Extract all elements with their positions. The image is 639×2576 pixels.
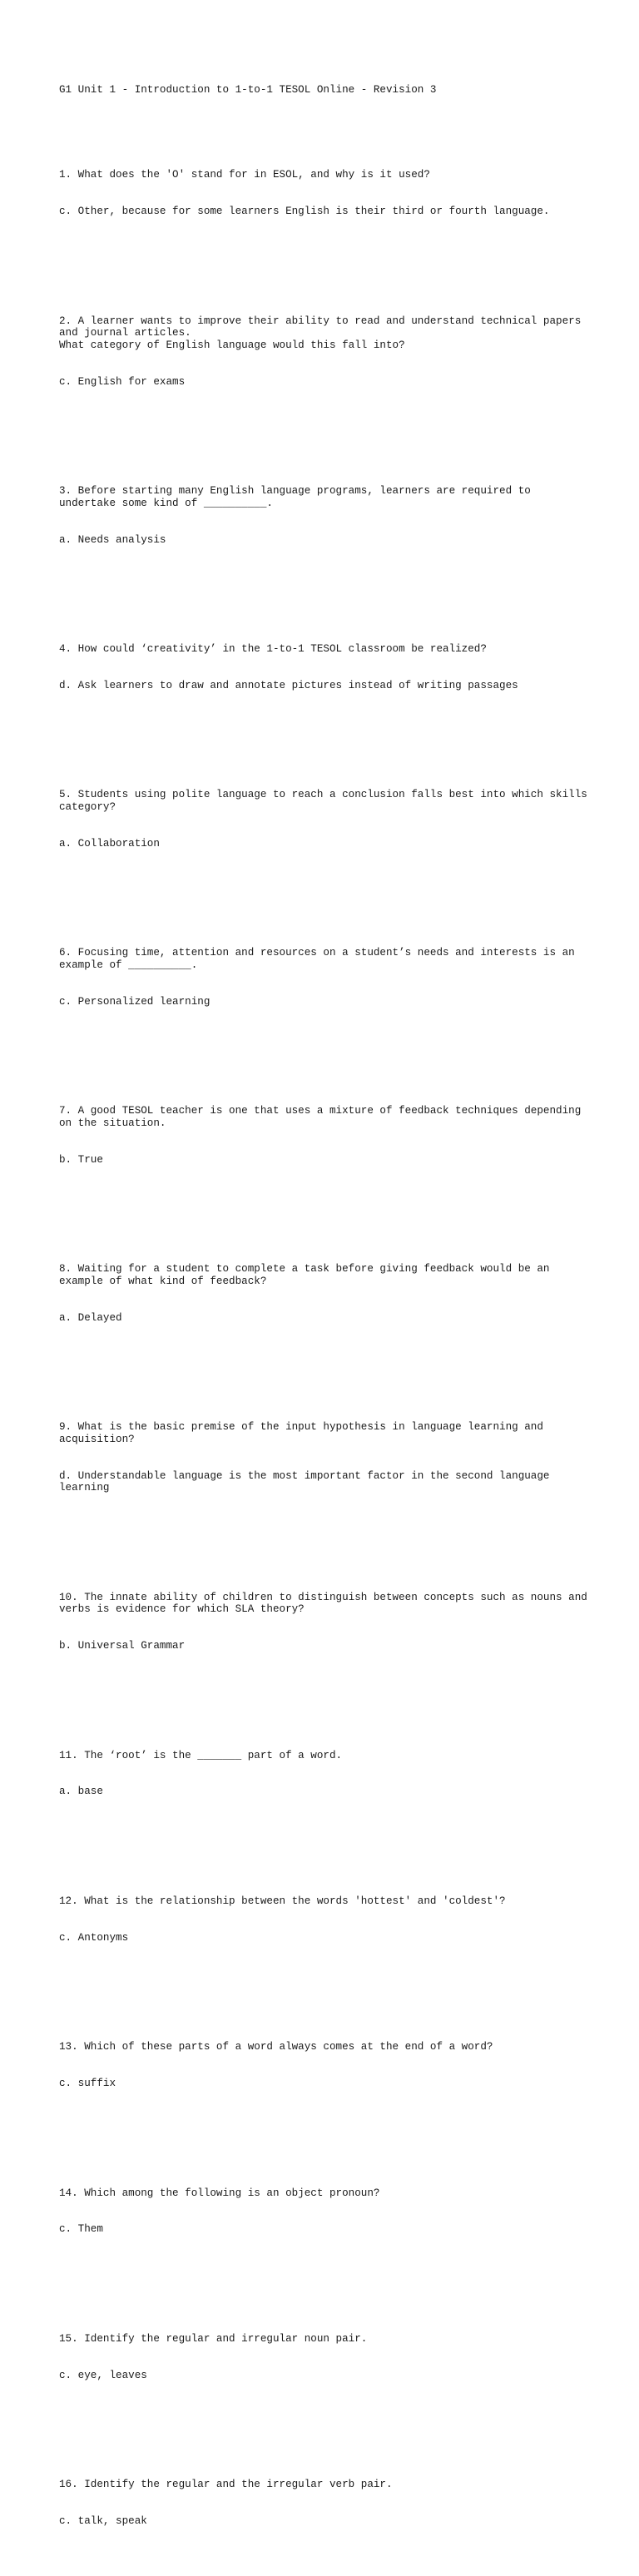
question-text: 4. How could ‘creativity’ in the 1-to-1 TESOL classroom be realized? bbox=[59, 643, 487, 656]
answer-text: a. Needs analysis bbox=[59, 533, 166, 546]
answer-text: b. Universal Grammar bbox=[59, 1640, 186, 1652]
question-text: 7. A good TESOL teacher is one that uses a mixture of feedback techniques depending on the situation. bbox=[59, 1105, 587, 1129]
question-text: 14. Which among the following is an object pronoun? bbox=[59, 2187, 380, 2199]
question-item-3 bbox=[59, 461, 592, 570]
question-item-1 bbox=[59, 145, 592, 242]
question-text: 6. Focusing time, attention and resources on a student’s needs and interests is an example of __________. bbox=[59, 947, 582, 971]
question-text: 2. A learner wants to improve their ability to read and understand technical papers and journal articles. What category of English language would this fall into? bbox=[59, 315, 582, 351]
answer-text: c. Personalized learning bbox=[59, 995, 211, 1008]
answer-text: c. Other, because for some learners English is their third or fourth language. bbox=[59, 206, 550, 218]
question-text: 16. Identify the regular and the irregular verb pair. bbox=[59, 2479, 393, 2491]
question-text: 12. What is the relationship between the words 'hottest' and 'coldest'? bbox=[59, 1895, 506, 1907]
question-text: 5. Students using polite language to reach a conclusion falls best into which skills category? bbox=[59, 789, 594, 814]
question-item-2 bbox=[59, 290, 592, 412]
question-text: 10. The innate ability of children to distinguish between concepts such as nouns and verbs is evidence for which SLA theory? bbox=[59, 1591, 594, 1616]
answer-text: a. Delayed bbox=[59, 1311, 122, 1324]
question-item-13 bbox=[59, 2017, 592, 2114]
question-item-6 bbox=[59, 923, 592, 1032]
question-text: 11. The ‘root’ is the _______ part of a word. bbox=[59, 1749, 343, 1761]
question-item-9 bbox=[59, 1397, 592, 1518]
document-page bbox=[59, 60, 592, 2576]
question-item-8 bbox=[59, 1239, 592, 1348]
answer-text: c. English for exams bbox=[59, 375, 186, 388]
answer-text: a. base bbox=[59, 1786, 103, 1798]
question-text: 15. Identify the regular and irregular noun pair. bbox=[59, 2332, 368, 2345]
question-item-16 bbox=[59, 2455, 592, 2552]
answer-text: c. Antonyms bbox=[59, 1931, 129, 1944]
answer-text: d. Ask learners to draw and annotate pictures instead of writing passages bbox=[59, 679, 518, 691]
question-item-11 bbox=[59, 1725, 592, 1822]
answer-text: c. suffix bbox=[59, 2078, 116, 2089]
question-item-4 bbox=[59, 619, 592, 716]
question-text: 1. What does the 'O' stand for in ESOL, and why is it used? bbox=[59, 169, 430, 181]
answer-text: c. talk, speak bbox=[59, 2514, 147, 2527]
answer-text: d. Understandable language is the most important factor in the second language learning bbox=[59, 1469, 557, 1494]
question-item-14 bbox=[59, 2162, 592, 2260]
question-item-15 bbox=[59, 2309, 592, 2406]
answer-text: c. eye, leaves bbox=[59, 2369, 147, 2381]
question-item-12 bbox=[59, 1871, 592, 1969]
document-title: G1 Unit 1 - Introduction to 1-to-1 TESOL Online - Revision 3 bbox=[59, 84, 437, 97]
question-text: 13. Which of these parts of a word always comes at the end of a word? bbox=[59, 2041, 493, 2053]
question-text: 3. Before starting many English language programs, learners are required to undertake some kind of __________. bbox=[59, 485, 537, 509]
question-text: 9. What is the basic premise of the input hypothesis in language learning and acquisition? bbox=[59, 1421, 550, 1445]
question-item-10 bbox=[59, 1567, 592, 1676]
question-item-5 bbox=[59, 765, 592, 874]
answer-text: a. Collaboration bbox=[59, 837, 160, 850]
question-text: 8. Waiting for a student to complete a task before giving feedback would be an example of what kind of feedback? bbox=[59, 1263, 557, 1287]
answer-text: c. Them bbox=[59, 2223, 103, 2236]
answer-text: b. True bbox=[59, 1153, 103, 1166]
question-item-7 bbox=[59, 1081, 592, 1190]
